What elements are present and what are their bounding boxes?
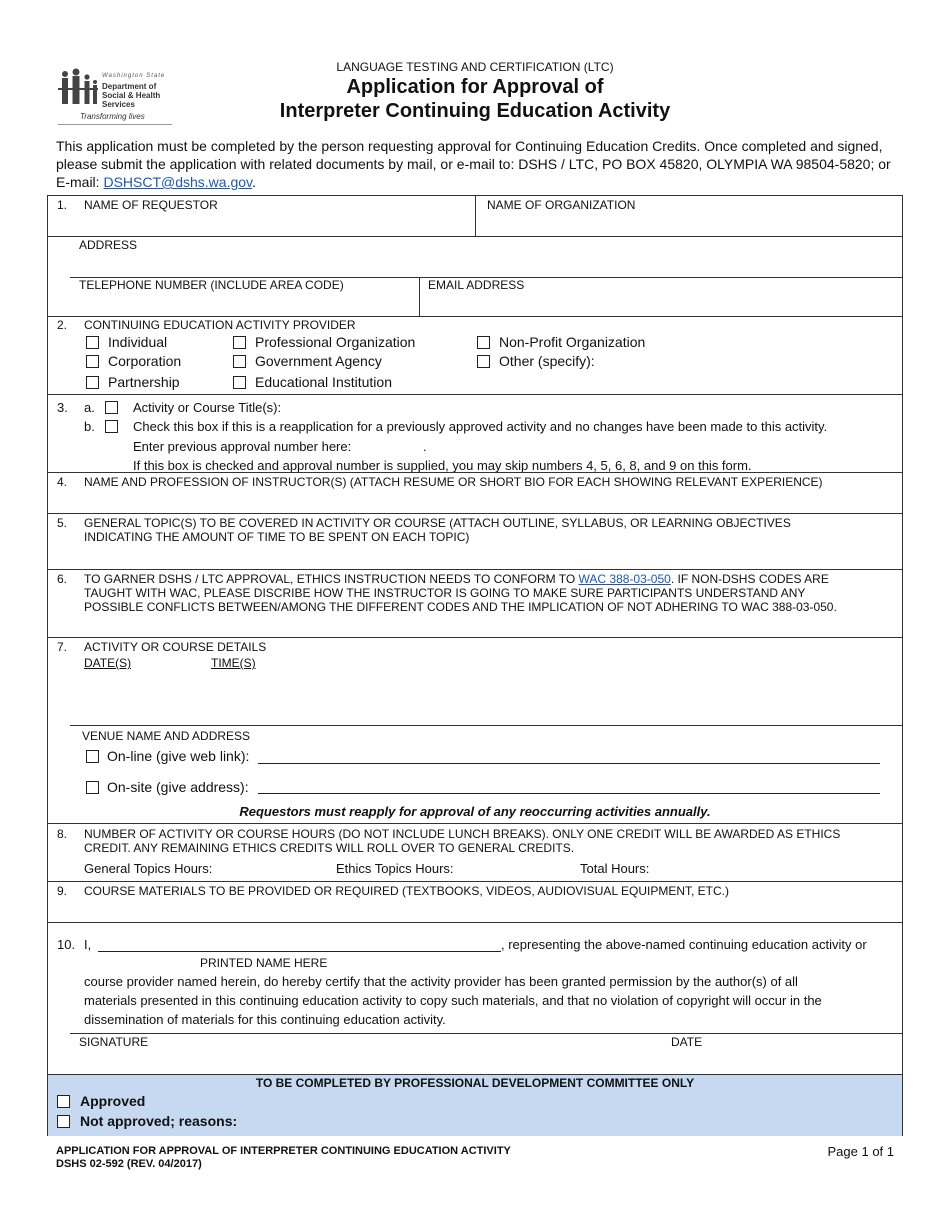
approved-label: Approved — [80, 1093, 146, 1109]
logo-department: Department of Social & Health Services — [102, 82, 161, 109]
certify-i: I, — [84, 937, 92, 952]
wac-link[interactable]: WAC 388-03-050 — [578, 572, 671, 586]
footer-title: APPLICATION FOR APPROVAL OF INTERPRETER CONTINUING EDUCATION ACTIVITY — [56, 1145, 511, 1157]
non-profit-checkbox[interactable] — [477, 336, 490, 349]
times-label: TIME(S) — [211, 656, 256, 670]
divider — [48, 637, 902, 638]
onsite-address-field[interactable] — [258, 793, 880, 794]
signature-label: SIGNATURE — [79, 1035, 149, 1049]
footer-left — [56, 1145, 511, 1171]
ethics-label-line3: POSSIBLE CONFLICTS BETWEEN/AMONG THE DIFFERENT CODES AND THE IMPLICATION OF NOT ADHERING TO WAC 388-03-050. — [84, 600, 837, 614]
section6-number: 6. — [57, 572, 68, 586]
ethics-pre: TO GARNER DSHS / LTC APPROVAL, ETHICS INSTRUCTION NEEDS TO CONFORM TO — [84, 572, 579, 586]
topics-label-line1: GENERAL TOPIC(S) TO BE COVERED IN ACTIVITY OR COURSE (ATTACH OUTLINE, SYLLABUS, OR LEARNING OBJECTIVES — [84, 516, 791, 530]
activity-title-label: Activity or Course Title(s): — [133, 400, 282, 415]
divider — [70, 725, 902, 726]
divider — [475, 196, 476, 236]
individual-label: Individual — [108, 334, 168, 350]
logo-rule — [58, 124, 172, 125]
activity-title-checkbox[interactable] — [105, 401, 118, 414]
materials-label: COURSE MATERIALS TO BE PROVIDED OR REQUIRED (TEXTBOOKS, VIDEOS, AUDIOVISUAL EQUIPMENT, ETC.) — [84, 884, 730, 898]
intro-paragraph — [56, 137, 906, 191]
section7-number: 7. — [57, 640, 68, 654]
intro-email-link[interactable]: DSHSCT@dshs.wa.gov — [103, 174, 253, 190]
approved-checkbox[interactable] — [57, 1095, 70, 1108]
non-profit-label: Non-Profit Organization — [499, 334, 646, 350]
course-details-title: ACTIVITY OR COURSE DETAILS — [84, 640, 267, 654]
hours-label-line1: NUMBER OF ACTIVITY OR COURSE HOURS (DO NOT INCLUDE LUNCH BREAKS). ONLY ONE CREDIT WILL BE AWARDED AS ETHICS — [84, 827, 841, 841]
section1-number: 1. — [57, 198, 68, 212]
certify-line3: materials presented in this continuing education activity to copy such materials, and that no violation of copyright will occur in the — [84, 993, 822, 1008]
section10-number: 10. — [57, 937, 76, 952]
government-agency-checkbox[interactable] — [233, 355, 246, 368]
logo-tagline: Transforming lives — [80, 112, 145, 121]
divider — [70, 1033, 902, 1034]
divider — [48, 236, 902, 237]
application-form — [47, 195, 903, 1136]
onsite-label: On-site (give address): — [107, 779, 249, 795]
online-label: On-line (give web link): — [107, 748, 250, 764]
topics-label-line2: INDICATING THE AMOUNT OF TIME TO BE SPENT ON EACH TOPIC) — [84, 530, 470, 544]
not-approved-label: Not approved; reasons: — [80, 1113, 238, 1129]
telephone-label: TELEPHONE NUMBER (INCLUDE AREA CODE) — [79, 278, 344, 292]
certify-representing: , representing the above-named continuing education activity or — [501, 937, 867, 952]
previous-approval-label: Enter previous approval number here: — [133, 439, 352, 454]
other-label: Other (specify): — [499, 353, 595, 369]
footer-form-id: DSHS 02-592 (REV. 04/2017) — [56, 1158, 202, 1170]
certify-line2: course provider named herein, do hereby certify that the activity provider has been granted permission by the author(s) of all — [84, 974, 798, 989]
printed-name-label: PRINTED NAME HERE — [200, 956, 328, 970]
government-agency-label: Government Agency — [255, 353, 382, 369]
divider — [419, 277, 420, 317]
section4-number: 4. — [57, 475, 68, 489]
organization-label: NAME OF ORGANIZATION — [487, 198, 636, 212]
partnership-checkbox[interactable] — [86, 376, 99, 389]
divider — [48, 569, 902, 570]
header-title-line2: Interpreter Continuing Education Activity — [279, 100, 671, 122]
partnership-label: Partnership — [108, 374, 180, 390]
online-checkbox[interactable] — [86, 750, 99, 763]
onsite-checkbox[interactable] — [86, 781, 99, 794]
previous-approval-blank[interactable]: . — [423, 439, 427, 454]
section5-number: 5. — [57, 516, 68, 530]
section2-number: 2. — [57, 318, 68, 332]
corporation-checkbox[interactable] — [86, 355, 99, 368]
header-title-line1: Application for Approval of — [346, 76, 604, 98]
reapply-note: Requestors must reapply for approval of any reoccurring activities annually. — [239, 804, 711, 819]
email-label: EMAIL ADDRESS — [428, 278, 525, 292]
section3-b-label: b. — [84, 419, 95, 434]
online-link-field[interactable] — [258, 763, 880, 764]
ethics-hours-label: Ethics Topics Hours: — [336, 861, 454, 876]
general-hours-label: General Topics Hours: — [84, 861, 213, 876]
divider — [48, 1074, 902, 1075]
intro-end: . — [252, 174, 256, 190]
other-checkbox[interactable] — [477, 355, 490, 368]
divider — [48, 513, 902, 514]
committee-section — [48, 1074, 902, 1136]
hours-label-line2: CREDIT. ANY REMAINING ETHICS CREDITS WILL ROLL OVER TO GENERAL CREDITS. — [84, 841, 575, 855]
divider — [48, 472, 902, 473]
not-approved-checkbox[interactable] — [57, 1115, 70, 1128]
printed-name-field[interactable] — [98, 951, 501, 952]
venue-label: VENUE NAME AND ADDRESS — [82, 729, 251, 743]
divider — [48, 316, 902, 317]
provider-title: CONTINUING EDUCATION ACTIVITY PROVIDER — [84, 318, 356, 332]
ethics-post: . IF NON-DSHS CODES ARE — [670, 572, 829, 586]
dates-label: DATE(S) — [84, 656, 132, 670]
section8-number: 8. — [57, 827, 68, 841]
page-number: Page 1 of 1 — [827, 1144, 894, 1159]
divider — [48, 881, 902, 882]
requestor-label: NAME OF REQUESTOR — [84, 198, 218, 212]
professional-organization-label: Professional Organization — [255, 334, 416, 350]
section3-number: 3. — [57, 400, 68, 415]
section3-a-label: a. — [84, 400, 95, 415]
header-subtitle: LANGUAGE TESTING AND CERTIFICATION (LTC) — [336, 60, 614, 74]
intro-text: This application must be completed by the person requesting approval for Continuing Education Credits. Once completed and signed, please submit the application with related documents by mail, or e-mail to: DSHS / LTC, PO BOX 45820, OLYMPIA WA 98504-5820; or E-mail: — [56, 138, 891, 190]
section9-number: 9. — [57, 884, 68, 898]
divider — [48, 922, 902, 923]
total-hours-label: Total Hours: — [580, 861, 650, 876]
date-label: DATE — [671, 1035, 703, 1049]
logo-state: Washington State — [102, 73, 166, 79]
professional-organization-checkbox[interactable] — [233, 336, 246, 349]
divider — [48, 823, 902, 824]
ethics-label-line1 — [84, 572, 829, 586]
corporation-label: Corporation — [108, 353, 182, 369]
ethics-label-line2: TAUGHT WITH WAC, PLEASE DISCRIBE HOW THE INSTRUCTOR IS GOING TO MAKE SURE PARTICIPANTS UNDERSTAND ANY — [84, 586, 806, 600]
skip-note: If this box is checked and approval number is supplied, you may skip numbers 4, 5, 6, 8, and 9 on this form. — [133, 458, 752, 473]
reapplication-label: Check this box if this is a reapplication for a previously approved activity and no changes have been made to this activity. — [133, 419, 828, 434]
educational-institution-label: Educational Institution — [255, 374, 392, 390]
reapplication-checkbox[interactable] — [105, 420, 118, 433]
educational-institution-checkbox[interactable] — [233, 376, 246, 389]
address-label: ADDRESS — [79, 238, 138, 252]
individual-checkbox[interactable] — [86, 336, 99, 349]
instructor-label: NAME AND PROFESSION OF INSTRUCTOR(S) (ATTACH RESUME OR SHORT BIO FOR EACH SHOWING RELEVANT EXPERIENCE) — [84, 475, 823, 489]
committee-title: TO BE COMPLETED BY PROFESSIONAL DEVELOPMENT COMMITTEE ONLY — [255, 1076, 695, 1090]
divider — [48, 394, 902, 395]
certify-line4: dissemination of materials for this continuing education activity. — [84, 1012, 446, 1027]
